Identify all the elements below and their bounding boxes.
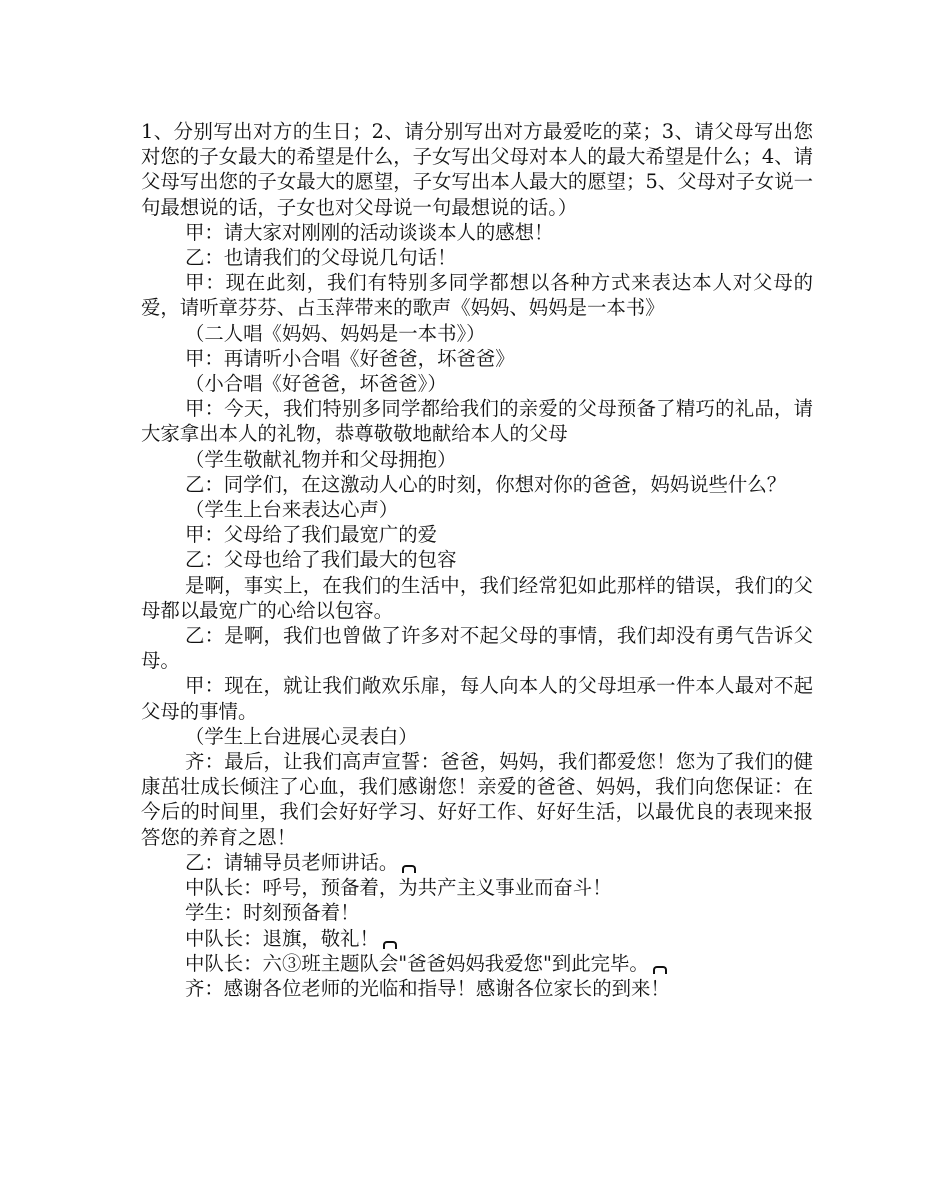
- paragraph-students-reply: [141, 900, 813, 925]
- paragraph-stage-confession: [141, 724, 813, 749]
- paragraph-jia-confess: [141, 673, 813, 723]
- paragraph-stage-chorus: [141, 371, 813, 396]
- bracket-mark-icon: [402, 865, 418, 875]
- paragraph-jia-love: [141, 522, 813, 547]
- paragraph-text: 乙：父母也给了我们最大的包容: [185, 548, 457, 572]
- paragraph-yi-parents-speak: [141, 245, 813, 270]
- paragraph-yi-question: [141, 472, 813, 497]
- paragraph-text: 乙：请辅导员老师讲话。: [185, 850, 399, 874]
- paragraph-text: 中队长：六③班主题队会"爸爸妈妈我爱您"到此完毕。: [185, 951, 649, 975]
- paragraph-activity-list: [141, 119, 813, 220]
- paragraph-yi-tolerance: [141, 547, 813, 572]
- paragraph-text: （学生上台进展心灵表白）: [185, 724, 418, 748]
- paragraph-qi-thanks: [141, 976, 813, 1001]
- paragraph-text: 中队长：退旗，敬礼！: [185, 926, 379, 950]
- bracket-mark-icon: [383, 941, 399, 951]
- paragraph-text: 甲：请大家对刚刚的活动谈谈本人的感想！: [185, 220, 554, 244]
- paragraph-jia-chorus-intro: [141, 346, 813, 371]
- paragraph-jia-gifts: [141, 396, 813, 446]
- paragraph-text: 甲：现在此刻，我们有特别多同学都想以各种方式来表达本人对父母的爱，请听章芬芬、占玉萍带来的歌声《妈妈、妈妈是一本书》: [141, 271, 813, 320]
- paragraph-text: 1、分别写出对方的生日；2、请分别写出对方最爱吃的菜；3、请父母写出您对您的子女最大的希望是什么，子女写出父母对本人的最大希望是什么；4、请父母写出您的子女最大的愿望，子女写出本人最大的愿望；5、父母对子女说一句最想说的话，子女也对父母说一句最想说的话。）: [141, 120, 813, 219]
- paragraph-text: 学生：时刻预备着！: [185, 901, 360, 925]
- paragraph-text: （小合唱《好爸爸，坏爸爸》）: [185, 372, 447, 396]
- paragraph-text: 中队长：呼号，预备着，为共产主义事业而奋斗！: [185, 876, 612, 900]
- paragraph-captain-salute: [141, 926, 813, 951]
- paragraph-text: 甲：今天，我们特别多同学都给我们的亲爱的父母预备了精巧的礼品，请大家拿出本人的礼物，恭尊敬敬地献给本人的父母: [141, 397, 813, 446]
- bracket-mark-icon: [653, 966, 669, 976]
- paragraph-text: 齐：最后，让我们高声宣誓：爸爸，妈妈，我们都爱您！您为了我们的健康茁壮成长倾注了心血，我们感谢您！亲爱的爸爸、妈妈，我们向您保证：在今后的时间里，我们会好好学习、好好工作、好好生活，以最优良的表现来报答您的养育之恩！: [141, 750, 813, 849]
- paragraph-text: （学生上台来表达心声）: [185, 498, 399, 522]
- paragraph-qi-oath: [141, 749, 813, 850]
- paragraph-text: 甲：现在，就让我们敞欢乐扉，每人向本人的父母坦承一件本人最对不起父母的事情。: [141, 674, 813, 723]
- paragraph-text: （学生敬献礼物并和父母拥抱）: [185, 447, 457, 471]
- paragraph-text: 齐：感谢各位老师的光临和指导！感谢各位家长的到来！: [185, 976, 670, 1000]
- paragraph-jia-feelings: [141, 220, 813, 245]
- paragraph-text: 乙：是啊，我们也曾做了许多对不起父母的事情，我们却没有勇气告诉父母。: [141, 624, 813, 673]
- document-body: [141, 119, 813, 1001]
- paragraph-text: 乙：同学们，在这激动人心的时刻，你想对你的爸爸，妈妈说些什么？: [185, 472, 787, 496]
- paragraph-text: （二人唱《妈妈、妈妈是一本书》）: [185, 321, 486, 345]
- paragraph-text: 乙：也请我们的父母说几句话！: [185, 246, 457, 270]
- paragraph-stage-duet: [141, 321, 813, 346]
- paragraph-mistakes: [141, 573, 813, 623]
- paragraph-yi-counselor: [141, 850, 813, 875]
- paragraph-text: 是啊，事实上，在我们的生活中，我们经常犯如此那样的错误，我们的父母都以最宽广的心给以包容。: [141, 573, 813, 622]
- paragraph-stage-gifts: [141, 447, 813, 472]
- paragraph-captain-call: [141, 875, 813, 900]
- paragraph-text: 甲：父母给了我们最宽广的爱: [185, 523, 438, 547]
- paragraph-yi-courage: [141, 623, 813, 673]
- paragraph-captain-close: [141, 951, 813, 976]
- paragraph-jia-song-intro: [141, 270, 813, 320]
- paragraph-text: 甲：再请听小合唱《好爸爸，坏爸爸》: [185, 346, 515, 370]
- paragraph-stage-voices: [141, 497, 813, 522]
